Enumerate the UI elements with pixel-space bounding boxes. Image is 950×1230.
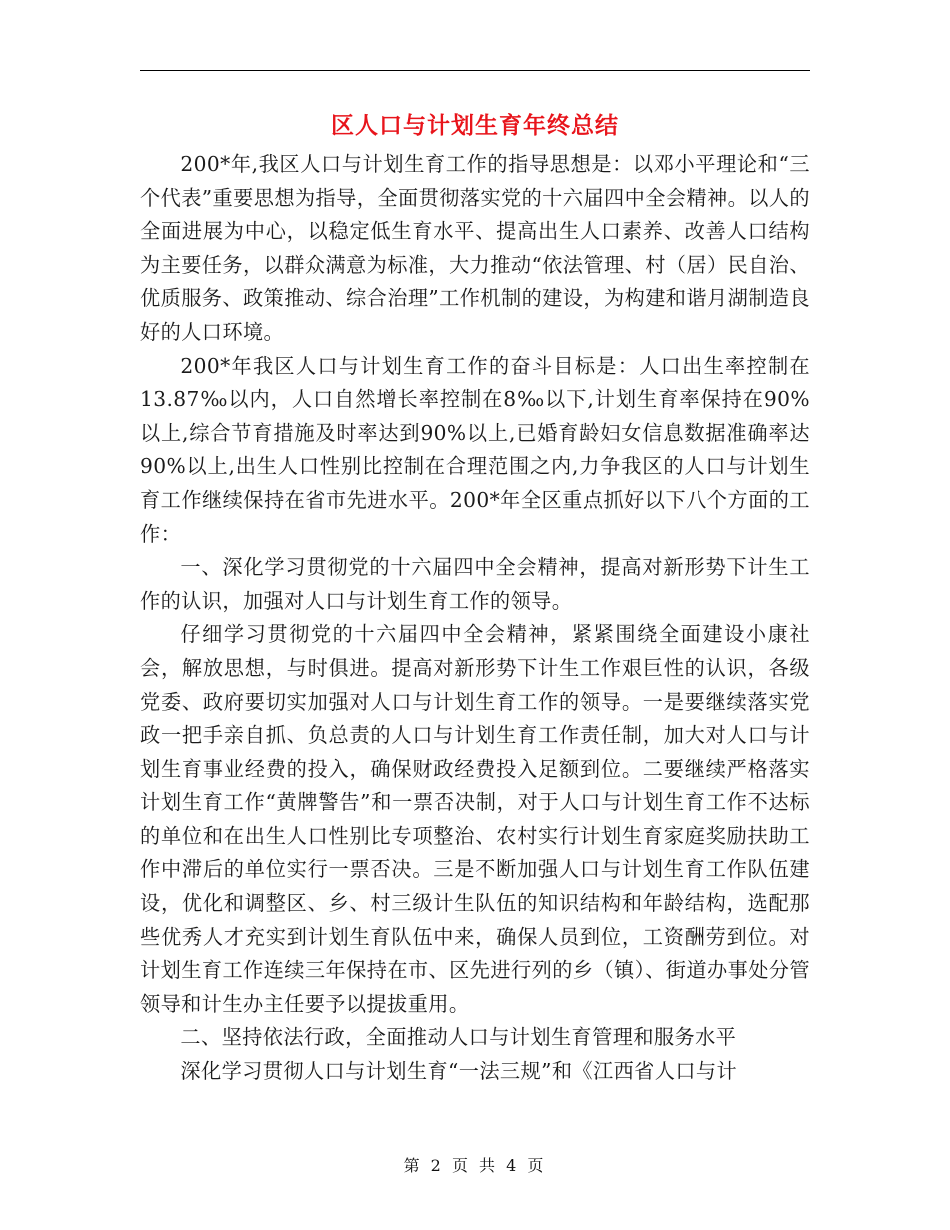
paragraph-leadership: 仔细学习贯彻党的十六届四中全会精神，紧紧围绕全面建设小康社会，解放思想，与时俱进。提高对新形势下计生工作艰巨性的认识，各级党委、政府要切实加强对人口与计划生育工作的领导。一是要继续落实党政一把手亲自抓、负总责的人口与计划生育工作责任制，加大对人口与计划生育事业经费的投入，确保财政经费投入足额到位。二要继续严格落实计划生育工作“黄牌警告”和一票否决制，对于人口与计划生育工作不达标的单位和在出生人口性别比专项整治、农村实行计划生育家庭奖励扶助工作中滞后的单位实行一票否决。三是不断加强人口与计划生育工作队伍建设，优化和调整区、乡、村三级计生队伍的知识结构和年龄结构，选配那些优秀人才充实到计划生育队伍中来，确保人员到位，工资酬劳到位。对计划生育工作连续三年保持在市、区先进行列的乡（镇）、街道办事处分管领导和计生办主任要予以提拔重用。 (140, 622, 810, 1016)
paragraph-goals: 200*年我区人口与计划生育工作的奋斗目标是：人口出生率控制在13.87‰以内，人口自然增长率控制在8‰以下,计划生育率保持在90%以上,综合节育措施及时率达到90%以上,已婚育龄妇女信息数据准确率达90%以上,出生人口性别比控制在合理范围之内,力争我区的人口与计划生育工作继续保持在省市先进水平。200*年全区重点抓好以下八个方面的工作： (140, 353, 810, 546)
document-title: 区人口与计划生育年终总结 (331, 112, 619, 139)
page-number-footer: 第 2 页 共 4 页 (403, 1156, 547, 1175)
document-body (140, 148, 810, 1089)
paragraph-law-study: 深化学习贯彻人口与计划生育“一法三规”和《江西省人口与计 (180, 1059, 738, 1084)
section-heading-2: 二、坚持依法行政，全面推动人口与计划生育管理和服务水平 (180, 1025, 737, 1050)
section-heading-1: 一、深化学习贯彻党的十六届四中全会精神，提高对新形势下计生工作的认识，加强对人口与计划生育工作的领导。 (140, 555, 810, 613)
header-rule (140, 70, 810, 71)
paragraph-guiding-ideology: 200*年,我区人口与计划生育工作的指导思想是：以邓小平理论和“三个代表”重要思想为指导，全面贯彻落实党的十六届四中全会精神。以人的全面进展为中心，以稳定低生育水平、提高出生人口素养、改善人口结构为主要任务，以群众满意为标准，大力推动“依法管理、村（居）民自治、优质服务、政策推动、综合治理”工作机制的建设，为构建和谐月湖制造良好的人口环境。 (140, 152, 810, 344)
